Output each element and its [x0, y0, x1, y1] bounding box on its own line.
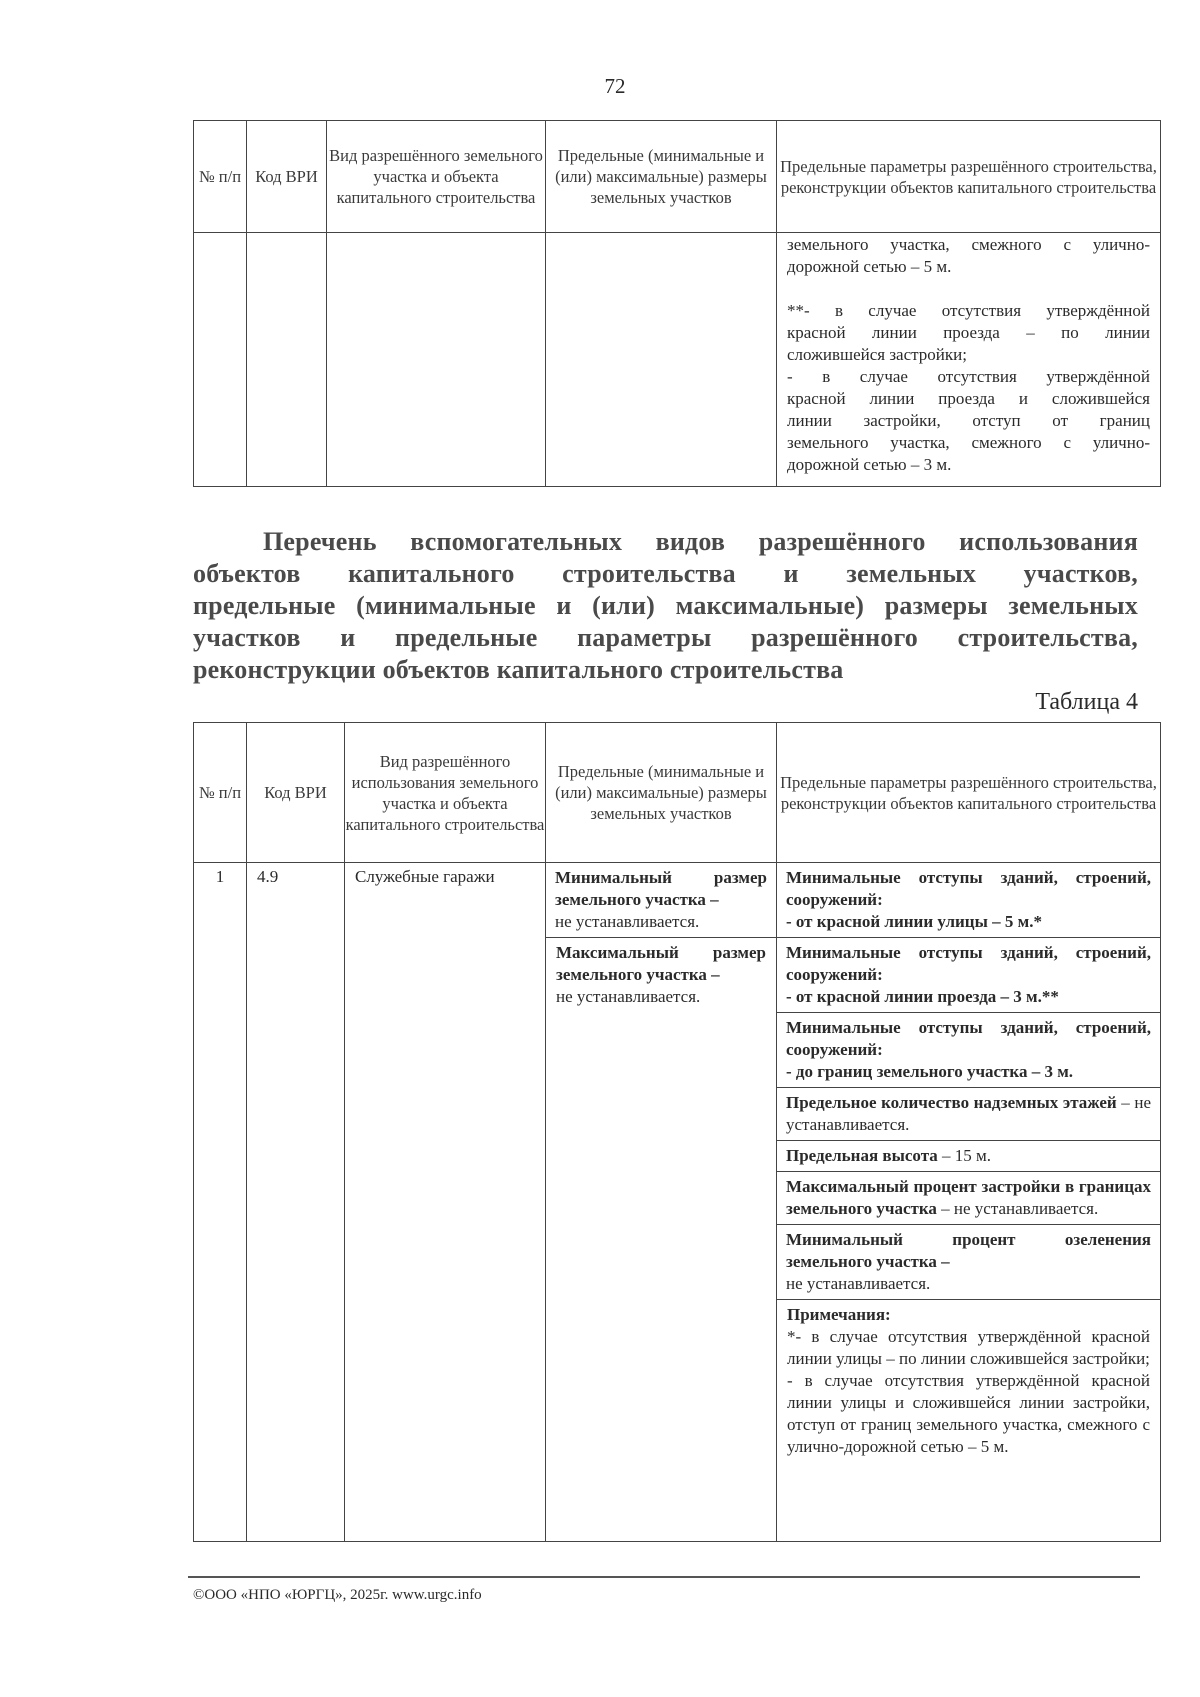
param-value: - от красной линии улицы – 5 м.* — [786, 912, 1042, 931]
sizes-cell — [546, 863, 777, 1542]
title-line: участков и предельные параметры разрешённого строительства, — [193, 623, 1138, 652]
param-label: Предельное количество надземных этажей — [786, 1093, 1117, 1112]
text-line: линии застройки, отступ от границ — [787, 411, 1150, 430]
param-block — [776, 1088, 1161, 1141]
title-line: реконструкции объектов капитального строительства — [193, 655, 844, 684]
row-number: 1 — [194, 863, 247, 1542]
header-kind: Вид разрешённого использования земельного участка и объекта капитального строительства — [345, 723, 546, 863]
text-line: красной линии проезда и сложившейся — [787, 389, 1150, 408]
notes-title: Примечания: — [787, 1305, 891, 1324]
param-value: - от красной линии проезда – 3 м.** — [786, 987, 1059, 1006]
footer-copyright: ©ООО «НПО «ЮРГЦ», 2025г. www.urgc.info — [193, 1587, 482, 1603]
auxiliary-uses-table — [193, 722, 1161, 1542]
header-code: Код ВРИ — [247, 723, 345, 863]
title-line: объектов капитального строительства и земельных участков, — [193, 559, 1138, 588]
continuation-cell — [777, 233, 1161, 487]
text-line: дорожной сетью – 3 м. — [787, 455, 952, 474]
header-sizes: Предельные (минимальные и (или) максимальные) размеры земельных участков — [546, 121, 777, 233]
table-row — [194, 863, 1161, 1542]
text-line: красной линии проезда – по линии — [787, 323, 1150, 342]
min-size-value: не устанавливается. — [555, 912, 700, 931]
param-value: – 15 м. — [937, 1146, 992, 1165]
section-title — [193, 526, 1138, 686]
max-size-label: Максимальный размер земельного участка – — [556, 943, 766, 984]
header-num: № п/п — [194, 121, 247, 233]
text-line: дорожной сетью – 5 м. — [787, 257, 952, 276]
min-size-label: Минимальный размер земельного участка – — [555, 868, 767, 909]
row-kind-name: Служебные гаражи — [345, 863, 546, 1542]
max-size-block — [546, 938, 776, 1012]
param-value: - до границ земельного участка – 3 м. — [786, 1062, 1074, 1081]
param-block — [776, 1013, 1161, 1088]
notes-block — [777, 1300, 1160, 1462]
header-params: Предельные параметры разрешённого строительства, реконструкции объектов капитального строительства — [777, 723, 1161, 863]
param-block — [776, 1172, 1161, 1225]
param-value: – не устанавливается. — [786, 1093, 1151, 1134]
header-kind: Вид разрешённого земельного участка и объекта капитального строительства — [327, 121, 546, 233]
text-line: - в случае отсутствия утверждённой — [787, 367, 1150, 386]
param-block — [776, 1225, 1161, 1300]
table-label: Таблица 4 — [1035, 689, 1138, 715]
param-label: Максимальный процент застройки в границах земельного участка — [786, 1177, 1151, 1218]
header-code: Код ВРИ — [247, 121, 327, 233]
text-line: сложившейся застройки; — [787, 345, 967, 364]
param-label: Минимальные отступы зданий, строений, сооружений: — [786, 1018, 1151, 1059]
title-line: Перечень вспомогательных видов разрешённого использования — [263, 527, 1138, 556]
param-block — [776, 1141, 1161, 1172]
params-cell — [777, 863, 1161, 1542]
continuation-table — [193, 120, 1161, 487]
note-text: *- в случае отсутствия утверждённой красной линии улицы – по линии сложившейся застройки; — [787, 1327, 1150, 1368]
text-line: **- в случае отсутствия утверждённой — [787, 301, 1150, 320]
table-header-row — [194, 121, 1161, 233]
note-text: - в случае отсутствия утверждённой красной линии улицы и сложившейся линии застройки, отступ от границ земельного участка, смежного с улично-дорожной сетью – 5 м. — [787, 1371, 1150, 1456]
param-label: Минимальный процент озеленения земельного участка – — [786, 1230, 1151, 1271]
param-value: не устанавливается. — [786, 1274, 931, 1293]
param-label: Предельная высота — [786, 1146, 938, 1165]
header-sizes: Предельные (минимальные и (или) максимальные) размеры земельных участков — [546, 723, 777, 863]
param-label: Минимальные отступы зданий, строений, сооружений: — [786, 868, 1151, 909]
param-block — [776, 863, 1161, 938]
param-block — [776, 938, 1161, 1013]
param-label: Минимальные отступы зданий, строений, сооружений: — [786, 943, 1151, 984]
text-line: земельного участка, смежного с улично- — [787, 235, 1150, 254]
footer-divider — [188, 1576, 1140, 1578]
param-value: – не устанавливается. — [936, 1199, 1099, 1218]
header-params: Предельные параметры разрешённого строительства, реконструкции объектов капитального строительства — [777, 121, 1161, 233]
table-header-row — [194, 723, 1161, 863]
page-number: 72 — [604, 74, 626, 98]
table-row — [194, 233, 1161, 487]
header-num: № п/п — [194, 723, 247, 863]
row-code: 4.9 — [247, 863, 345, 1542]
text-line: земельного участка, смежного с улично- — [787, 433, 1150, 452]
title-line: предельные (минимальные и (или) максимальные) размеры земельных — [193, 591, 1138, 620]
max-size-value: не устанавливается. — [556, 987, 701, 1006]
min-size-block — [545, 863, 777, 938]
